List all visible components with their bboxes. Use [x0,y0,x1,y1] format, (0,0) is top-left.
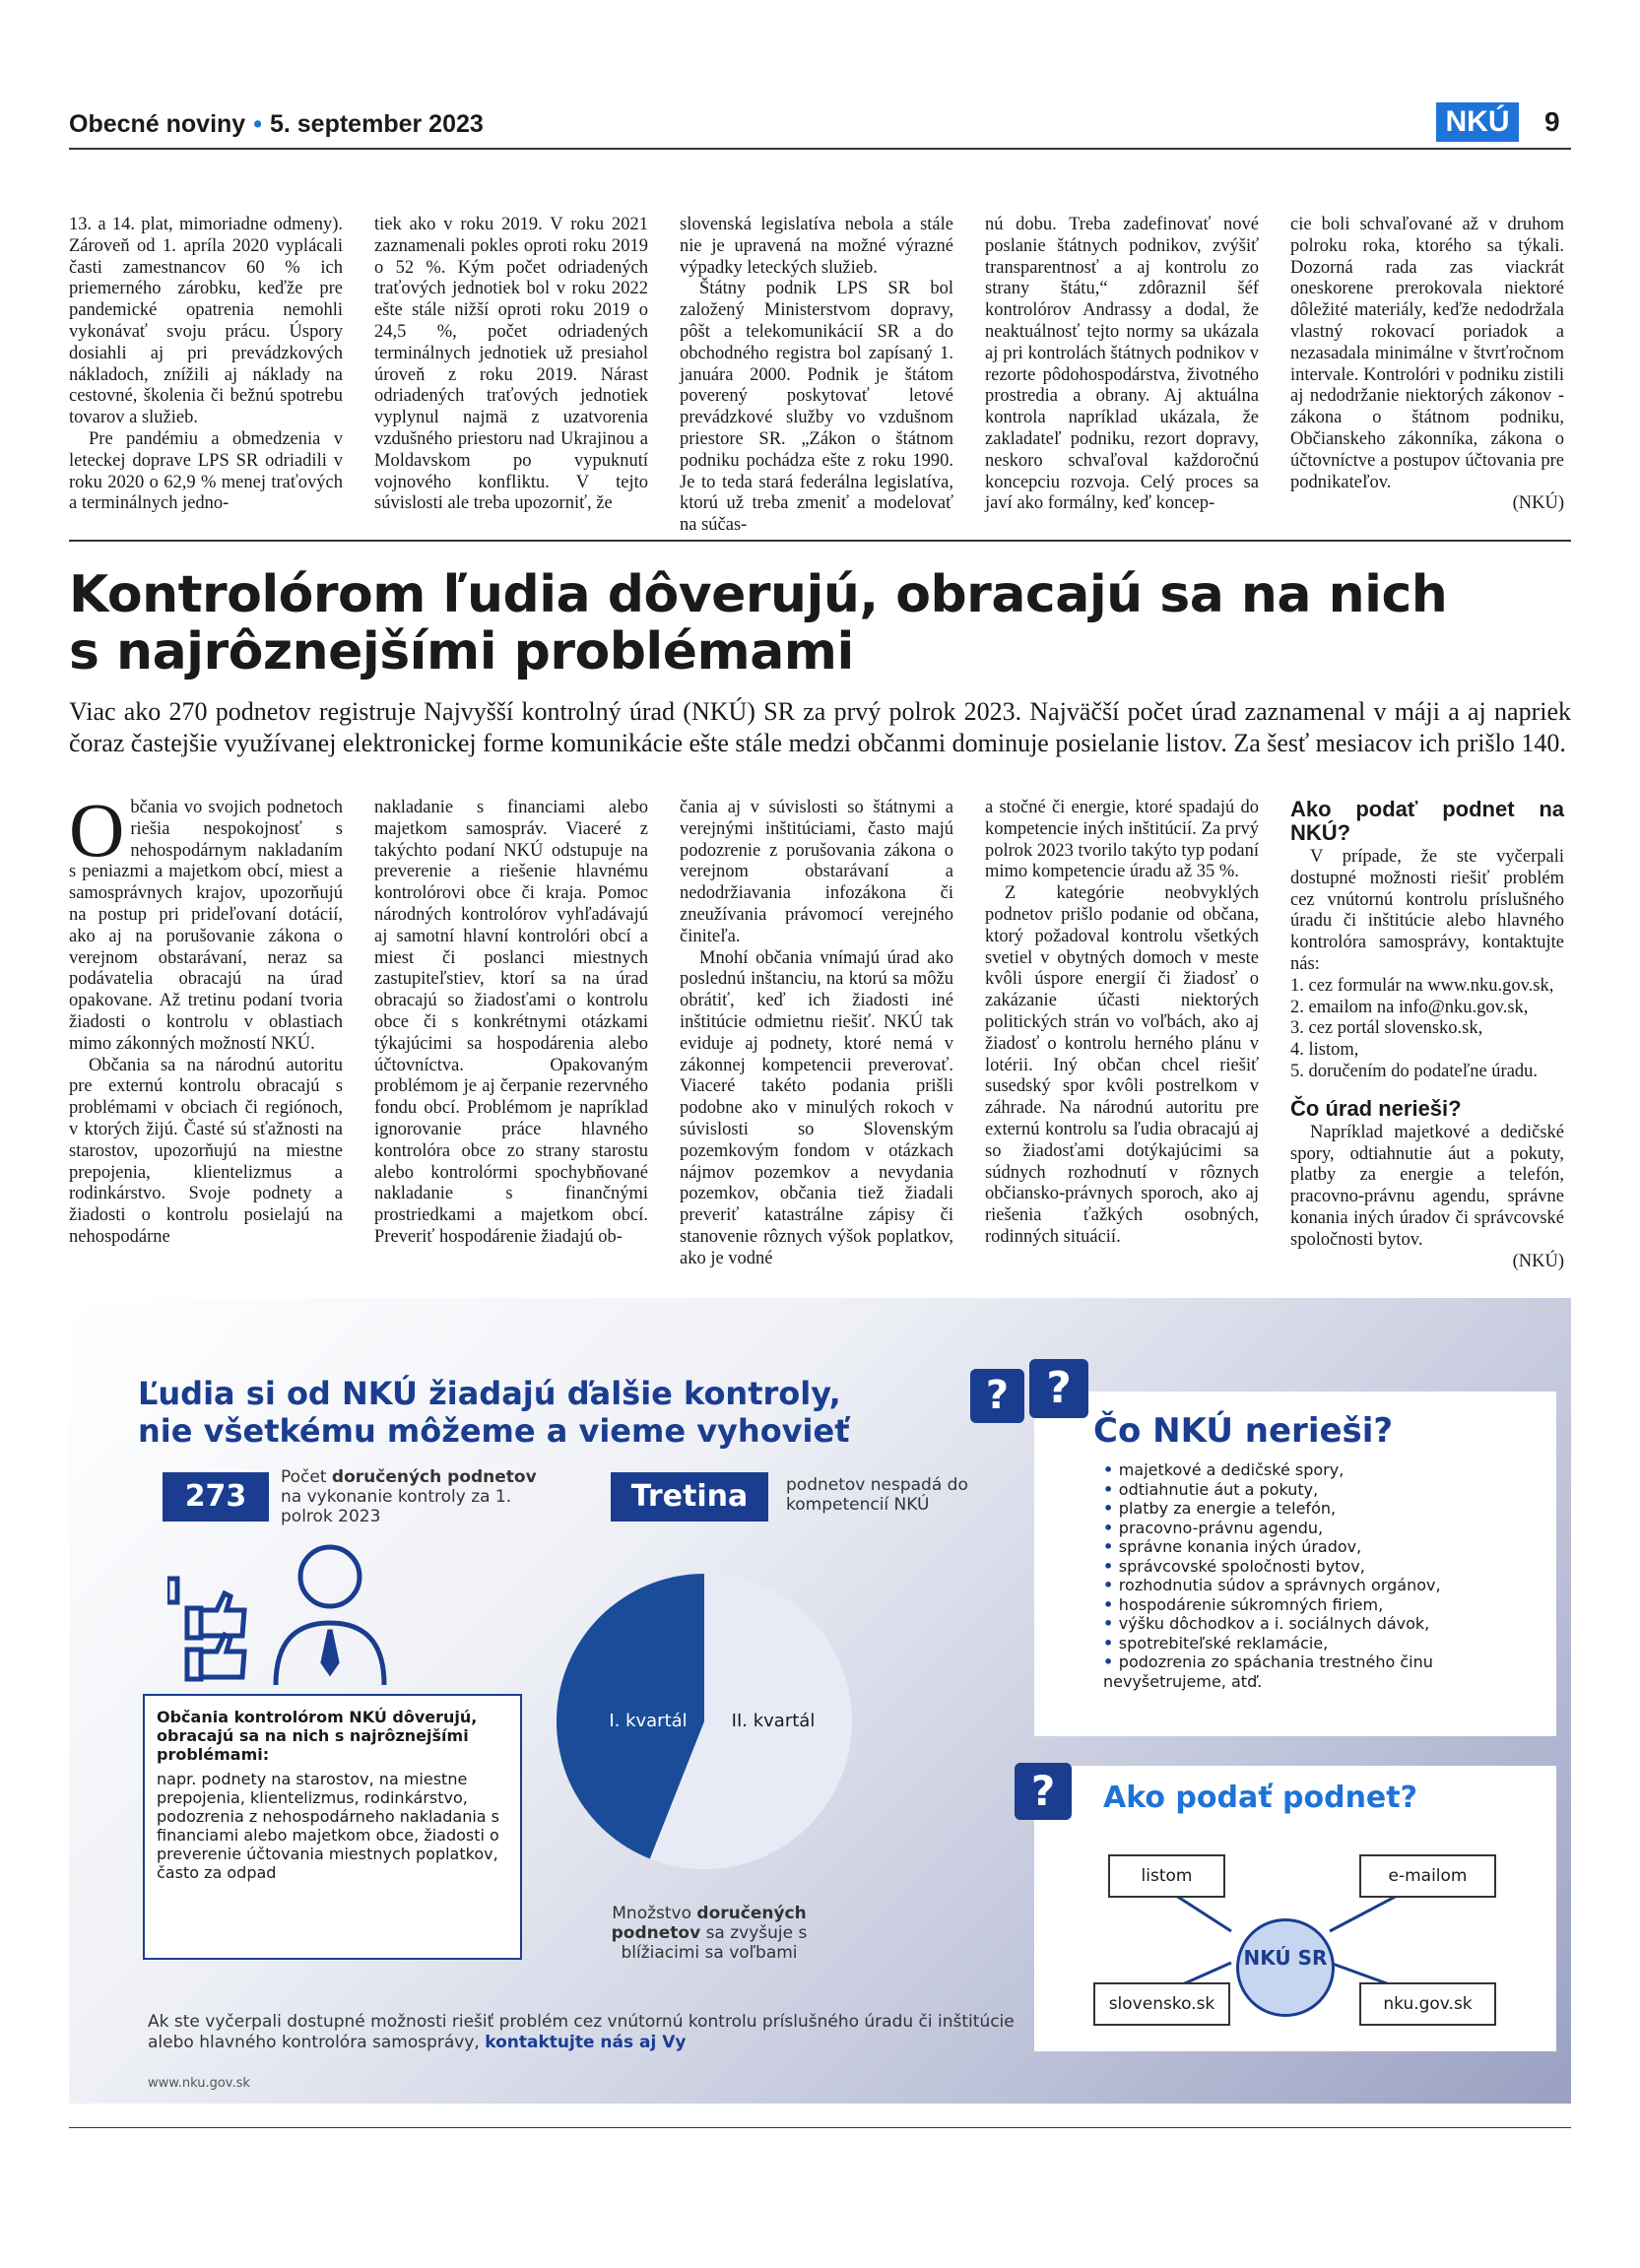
signature: (NKÚ) [1512,493,1564,514]
headline-line-1: Kontrolórom ľudia dôverujú, obracajú sa na nich [69,565,1448,624]
how-to-submit-title: Ako podať podnet? [1103,1781,1418,1815]
infographic-url: www.nku.gov.sk [148,2076,250,2091]
contact-list [1290,976,1564,1083]
paragraph: tiek ako v roku 2019. V roku 2021 zaznamenali pokles oproti roku 2019 o 52 %. Kým počet odriadených traťových jednotiek bol v roku 2022 ešte stále nižší oproti roku 2019 o 24,5 %, počet odriadených terminálnych jednotiek už presiahol úroveň z roku 2019. Nárast odriadených traťových jednotiek vyplynul najmä z uzatvorenia vzdušného priestoru nad Ukrajinou a Moldavskom po vypuknutí vojnového konfliktu. V tejto súvislosti ale treba upozorniť, že [374,215,648,514]
list-item: • platby za energie a telefón, [1103,1499,1546,1519]
not-handled-title: Čo NKÚ nerieši? [1093,1411,1394,1451]
list-item: 2. emailom na info@nku.gov.sk, [1290,997,1529,1017]
person-thumbs-icon [167,1539,492,1687]
nku-logo: NKÚ [1436,102,1519,142]
paragraph: bčania vo svojich podnetoch riešia nespokojnosť s nehospodárnym nakladaním s peniazmi a majetkom obcí, miest a samosprávnych krajov, upozorňujú na postup pri prideľovaní dotácií, ako aj na porušovanie zákona o verejnom obstarávaní, neraz sa podávatelia obracajú na úrad opakovane. Až tretinu podaní tvoria žiadosti o kontrolu v oblastiach mimo zákonných možností NKÚ. [69,798,343,1054]
infographic-year: 2023 [1527,1304,1560,1319]
paragraph: cie boli schvaľované až v druhom polroku roka, ktorého sa týkali. Dozorná rada zas viackrát oneskorene prerokovala niektoré dôležité materiály, keďže nedodržala vlastný rokovací poriadok a nezasadala minimálne v štvrťročnom intervale. Kontrolóri v podniku zistili aj nedodržanie niektorých zákonov - zákona o štátnom podniku, Občianskeho zákonníka, zákona o účtovníctve a postupov účtovania pre podnikateľov. [1290,215,1564,492]
channel-web: nku.gov.sk [1359,1982,1496,2026]
list-item: • výšku dôchodkov a i. sociálnych dávok, [1103,1614,1546,1634]
channel-letter: listom [1108,1854,1225,1898]
headline-line-2: s najrôznejšími problémami [69,622,854,681]
paragraph: 13. a 14. plat, mimoriadne odmeny). Zároveň od 1. apríla 2020 vyplácali časti zamestnancov 60 % ich priemerného zárobku, keďže pre pandemické opatrenia nemohli vykonávať svoju prácu. Úspory dosiahli aj pri prevádzkových nákladoch, znížili aj náklady na cestovné, školenia či bežnú spotrebu tovarov a služieb. [69,215,343,428]
top-col-4 [985,215,1259,515]
infographic-title-line: Ľudia si od NKÚ žiadajú ďalšie kontroly, [138,1375,841,1412]
list-item: • hospodárenie súkromných firiem, [1103,1595,1546,1615]
channel-email: e-mailom [1359,1854,1496,1898]
list-item: 3. cez portál slovensko.sk, [1290,1018,1483,1039]
paragraph: Z kategórie neobvyklých podnetov prišlo podanie od občana, ktorý požadoval kontrolu všetkých svetiel v obytných domoch v meste kvôli úspore energií či žiadosť o zakázanie účasti niektorých politických strán vo voľbách, ako aj žiadosť o kontrolu herného plánu v lotérii. Iný občan chcel riešiť susedský spor kvôli postrelkom v záhrade. Na národnú autoritu pre externú kontrolu sa ľudia obracajú aj so žiadosťami dotýkajúcimi sa súdnych rozhodnutí v rôznych občiansko-právnych sporoch, ako aj riešenia ťažkých osobných, rodinných situácií. [985,883,1259,1247]
paragraph: Mnohí občania vnímajú úrad ako poslednú inštanciu, na ktorú sa môžu obrátiť, keď ich žiadosti iné inštitúcie odmietnu riešiť. NKÚ tak eviduje aj podnety, ktoré nemá v zákonnej kompetencii preverovať. Viaceré takéto podania prišli podobne ako v minulých rokoch v súvislosti so Slovenským pozemkovým fondom v otázkach nájmov pozemkov a nevydania pozemkov, občania tiež žiadali preveriť katastrálne zápisy či stanovenie rôznych výšok poplatkov, ako je vodné [680,947,953,1268]
section-rule [69,540,1571,542]
list-item: • podozrenia zo spáchania trestného činu nevyšetrujeme, atď. [1103,1652,1546,1691]
stat-text-bold: doručených podnetov [331,1467,537,1487]
infographic-title [138,1375,850,1450]
top-col-5 [1290,215,1564,515]
pie-label-q2: II. kvartál [731,1711,816,1731]
stat-text-part: Počet [281,1467,332,1487]
main-col-3 [680,798,953,1270]
header-rule [69,148,1571,150]
nku-hub: NKÚ SR [1236,1918,1335,2017]
main-col-4 [985,798,1259,1249]
top-col-3 [680,215,953,537]
header-dot: • [253,110,262,138]
list-item: • správcovské spoločnosti bytov, [1103,1557,1546,1577]
question-icon: ? [970,1369,1024,1423]
main-col-2 [374,798,648,1249]
note-bold: doručených podnetov [611,1904,807,1943]
footer-text: Ak ste vyčerpali dostupné možnosti riešiť problém cez vnútornú kontrolu príslušného úradu či inštitúcie alebo hlavného kontrolóra samosprávy, [148,2012,1015,2052]
list-item: • správne konania iných úradov, [1103,1537,1546,1557]
lead-paragraph: Viac ako 270 podnetov registruje Najvyšší kontrolný úrad (NKÚ) SR za prvý polrok 2023. Najväčší počet úrad zaznamenal v máji a aj napriek čoraz častejšie využívanej elektronickej forme komunikácie ešte stále medzi občanmi dominuje posielanie listov. Za šesť mesiacov ich prišlo 140. [69,697,1571,757]
citizens-box [143,1694,522,1960]
top-col-1 [69,215,343,515]
list-item: • pracovno-právnu agendu, [1103,1519,1546,1538]
pie-label-q1: I. kvartál [609,1711,688,1731]
list-item: • spotrebiteľské reklamácie, [1103,1634,1546,1653]
bottom-rule [69,2127,1571,2128]
infographic-footer [148,2012,1034,2053]
citizens-box-body: napr. podnety na starostov, na miestne prepojenia, klientelizmus, rodinkárstvo, podozrenia z nehospodárneho nakladania s financiami alebo majetkom obce, žiadosti o preverenie účtovania miestnych poplatkov, často za odpad [157,1770,500,1882]
paragraph: Štátny podnik LPS SR bol založený Ministerstvom dopravy, pôšt a telekomunikácií SR a do obchodného registra bol zapísaný 1. januára 2000. Podnik je štátom poverený poskytovať letové prevádzkové služby vo vzdušnom priestore SR. „Zákon o štátnom podniku pochádza ešte z roku 1990. Je to teda stará federálna legislatíva, ktorú už treba zmeniť a modelovať na súčas- [680,279,953,536]
tretina-text: podnetov nespadá do kompetencií NKÚ [786,1475,968,1515]
list-item: • rozhodnutia súdov a správnych orgánov, [1103,1576,1546,1595]
headline [69,566,1571,680]
list-item: 4. listom, [1290,1040,1359,1061]
infographic [69,1298,1571,2104]
footer-link: kontaktujte nás aj Vy [485,2033,687,2052]
channel-slovensko: slovensko.sk [1093,1982,1230,2026]
sidebar-heading: Ako podať podnet na NKÚ? [1290,797,1564,845]
question-icon: ? [1015,1763,1072,1820]
page-number: 9 [1544,106,1560,137]
sidebar-paragraph: V prípade, že ste vyčerpali dostupné možnosti riešiť problém cez vnútornú kontrolu príslušného úradu či inštitúcie alebo hlavného kontrolóra samosprávy, kontaktujte nás: [1290,847,1564,974]
paper-name: Obecné noviny [69,110,246,138]
note-part: Množstvo [612,1904,697,1923]
list-item: • odtiahnutie áut a pokuty, [1103,1480,1546,1500]
list-item: 5. doručením do podateľne úradu. [1290,1061,1539,1081]
sidebar-box [1290,798,1564,1272]
paragraph: čania aj v súvislosti so štátnymi a verejnými inštitúciami, často majú podozrenie z porušovania zákona o verejnom obstarávaní a nedodržiavania infozákona či zneužívania právomocí verejného činiteľa. [680,798,953,946]
not-handled-list [1103,1460,1546,1691]
paragraph: slovenská legislatíva nebola a stále nie je upravená na možné výrazné výpadky leteckých služieb. [680,215,953,278]
note-part: sa zvyšuje s blížiacimi sa voľbami [621,1923,808,1963]
signature: (NKÚ) [1512,1251,1564,1271]
elections-note [581,1904,837,1963]
paragraph: Pre pandémiu a obmedzenia v leteckej doprave LPS SR odriadili v roku 2020 o 62,9 % menej traťových a terminálnych jedno- [69,428,343,514]
main-col-1 [69,787,343,1249]
top-col-2 [374,215,648,515]
paragraph: a stočné či energie, ktoré spadajú do kompetencie iných inštitúcií. Za prvý polrok 2023 tvorilo takýto typ podaní mimo kompetencie úradu až 35 %. [985,798,1259,882]
paragraph: Občania sa na národnú autoritu pre externú kontrolu obracajú s problémami v obciach či regiónoch, v ktorých žijú. Časté sú sťažnosti na starostov, upozorňujú na miestne prepojenia, klientelizmus a rodinkárstvo. Svoje podnety a žiadosti o kontrolu posielajú na nehospodárne [69,1055,343,1247]
sidebar-paragraph: Napríklad majetkové a dedičské spory, odtiahnutie áut a pokuty, platby za energie a telefón, pracovno-právnu agendu, správne konania iných úradov či správcovské spoločnosti bytov. [1290,1122,1564,1250]
list-item: • majetkové a dedičské spory, [1103,1460,1546,1480]
stat-text-part: na vykonanie kontroly za 1. polrok 2023 [281,1487,512,1526]
quarter-pie-chart [552,1569,857,1874]
citizens-box-heading: Občania kontrolórom NKÚ dôverujú, obracajú sa na nich s najrôznejšími problémami: [157,1708,478,1764]
issue-date: 5. september 2023 [269,110,484,138]
drop-cap: O [69,787,125,873]
stat-number: 273 [163,1472,269,1522]
tretina-badge: Tretina [611,1472,768,1522]
stat-text [281,1467,537,1526]
list-item: 1. cez formulár na www.nku.gov.sk, [1290,975,1554,996]
paragraph: nakladanie s financiami alebo majetkom samospráv. Viaceré z takýchto podaní NKÚ odstupuje na preverenie a riešenie hlavnému kontrolórovi obce či kraja. Pomoc národných kontrolórov vyhľadávajú aj samotní hlavní kontrolóri obcí a miest či poslanci miestnych zastupiteľstiev, ktorí sa na úrad obracajú so žiadosťami o kontrolu obce či s konkrétnymi otázkami týkajúcimi sa hospodárenia alebo účtovníctva. Opakovaným problémom je aj čerpanie rezervného fondu obcí. Problémom je napríklad ignorovanie práce hlavného kontrolóra obce zo strany starostu alebo kontrolórmi spochybňované nakladanie s finančnými prostriedkami a majetkom obcí. Preveriť hospodárenie žiadajú ob- [374,798,648,1247]
paragraph: nú dobu. Treba zadefinovať nové poslanie štátnych podnikov, zvýšiť transparentnosť a aj kontrolu zo strany štátu,“ zdôraznil šéf kontrolórov Andrassy a dodal, že neaktuálnosť tejto normy sa ukázala aj pri kontrolách štátnych podnikov v rezorte pôdohospodárstva, životného prostredia a obrany. Aj aktuálna kontrola napríklad ukázala, že zakladateľ podniku, rezort dopravy, neskoro schvaľoval každoročnú koncepciu rozvoja. Celý proces sa javí ako formálny, keď koncep- [985,215,1259,514]
sidebar-heading: Čo úrad nerieši? [1290,1095,1462,1121]
infographic-title-line: nie všetkému môžeme a vieme vyhovieť [138,1412,850,1450]
question-icon: ? [1029,1359,1088,1418]
header-title [69,110,484,139]
